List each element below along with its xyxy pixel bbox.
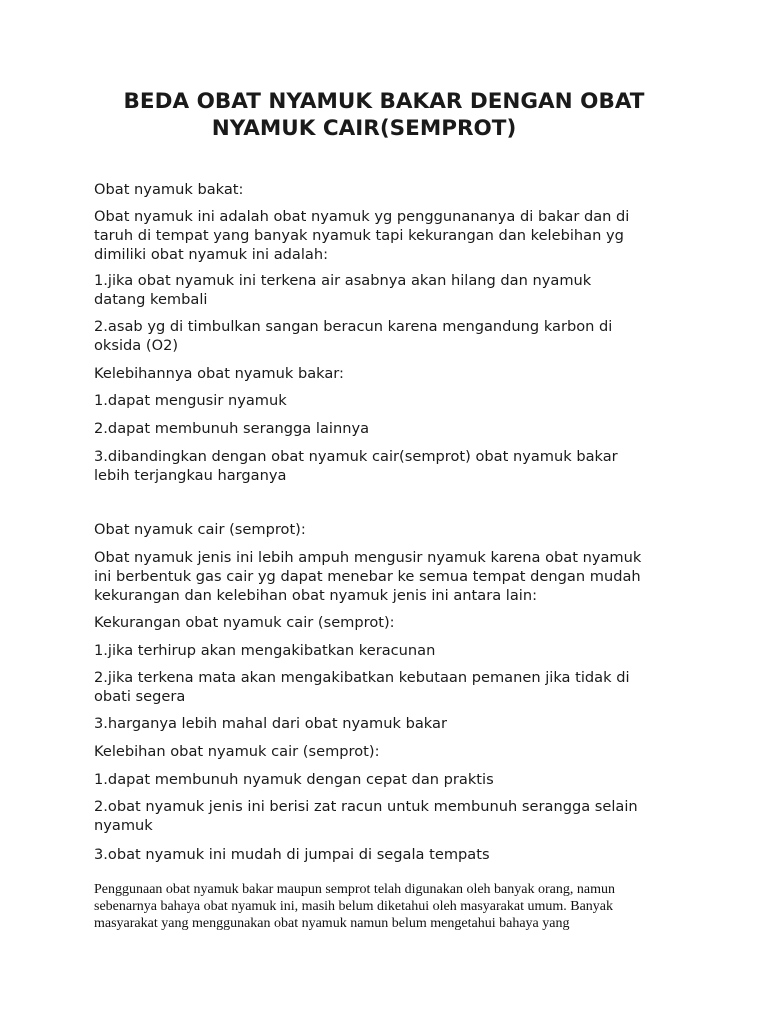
list-item-kelebihan-cair-3: 3.obat nyamuk ini mudah di jumpai di segala tempats bbox=[94, 846, 490, 863]
heading-obat-nyamuk-bakar: Obat nyamuk bakat: bbox=[94, 181, 244, 198]
list-item-kekurangan-bakar-1: 1.jika obat nyamuk ini terkena air asabnya akan hilang dan nyamuk datang kembali bbox=[94, 272, 592, 308]
list-item-kelebihan-bakar-1: 1.dapat mengusir nyamuk bbox=[94, 392, 287, 409]
heading-kelebihan-cair: Kelebihan obat nyamuk cair (semprot): bbox=[94, 743, 380, 760]
paragraph-intro-bakar: Obat nyamuk ini adalah obat nyamuk yg penggunananya di bakar dan di taruh di tempat yang banyak nyamuk tapi kekurangan dan kelebihan yg dimiliki obat nyamuk ini adalah: bbox=[94, 208, 630, 263]
paragraph-intro-cair: Obat nyamuk jenis ini lebih ampuh mengusir nyamuk karena obat nyamuk ini berbentuk gas cair yg dapat menebar ke semua tempat dengan mudah kekurangan dan kelebihan obat nyamuk jenis ini antara lain: bbox=[94, 549, 642, 604]
list-item-kelebihan-cair-2: 2.obat nyamuk jenis ini berisi zat racun untuk membunuh serangga selain nyamuk bbox=[94, 798, 638, 834]
document-title-line-1: BEDA OBAT NYAMUK BAKAR DENGAN OBAT bbox=[123, 89, 645, 114]
document-title-line-2: NYAMUK CAIR(SEMPROT) bbox=[211, 116, 517, 141]
list-item-kekurangan-bakar-2: 2.asab yg di timbulkan sangan beracun karena mengandung karbon di oksida (O2) bbox=[94, 318, 613, 354]
heading-obat-nyamuk-cair: Obat nyamuk cair (semprot): bbox=[94, 521, 306, 538]
heading-kekurangan-cair: Kekurangan obat nyamuk cair (semprot): bbox=[94, 614, 395, 631]
list-item-kelebihan-cair-1: 1.dapat membunuh nyamuk dengan cepat dan praktis bbox=[94, 771, 494, 788]
closing-paragraph: Penggunaan obat nyamuk bakar maupun semprot telah digunakan oleh banyak orang, namun sebenarnya bahaya obat nyamuk ini, masih belum diketahui oleh masyarakat umum. Banyak masyarakat yang menggunakan obat nyamuk namun belum mengetahui bahaya yang bbox=[94, 882, 615, 931]
list-item-kekurangan-cair-1: 1.jika terhirup akan mengakibatkan keracunan bbox=[94, 642, 436, 659]
list-item-kekurangan-cair-2: 2.jika terkena mata akan mengakibatkan kebutaan pemanen jika tidak di obati segera bbox=[94, 669, 630, 705]
heading-kelebihan-bakar: Kelebihannya obat nyamuk bakar: bbox=[94, 365, 344, 382]
list-item-kelebihan-bakar-2: 2.dapat membunuh serangga lainnya bbox=[94, 420, 370, 437]
list-item-kelebihan-bakar-3: 3.dibandingkan dengan obat nyamuk cair(semprot) obat nyamuk bakar lebih terjangkau harganya bbox=[94, 448, 618, 484]
list-item-kekurangan-cair-3: 3.harganya lebih mahal dari obat nyamuk bakar bbox=[94, 715, 447, 732]
